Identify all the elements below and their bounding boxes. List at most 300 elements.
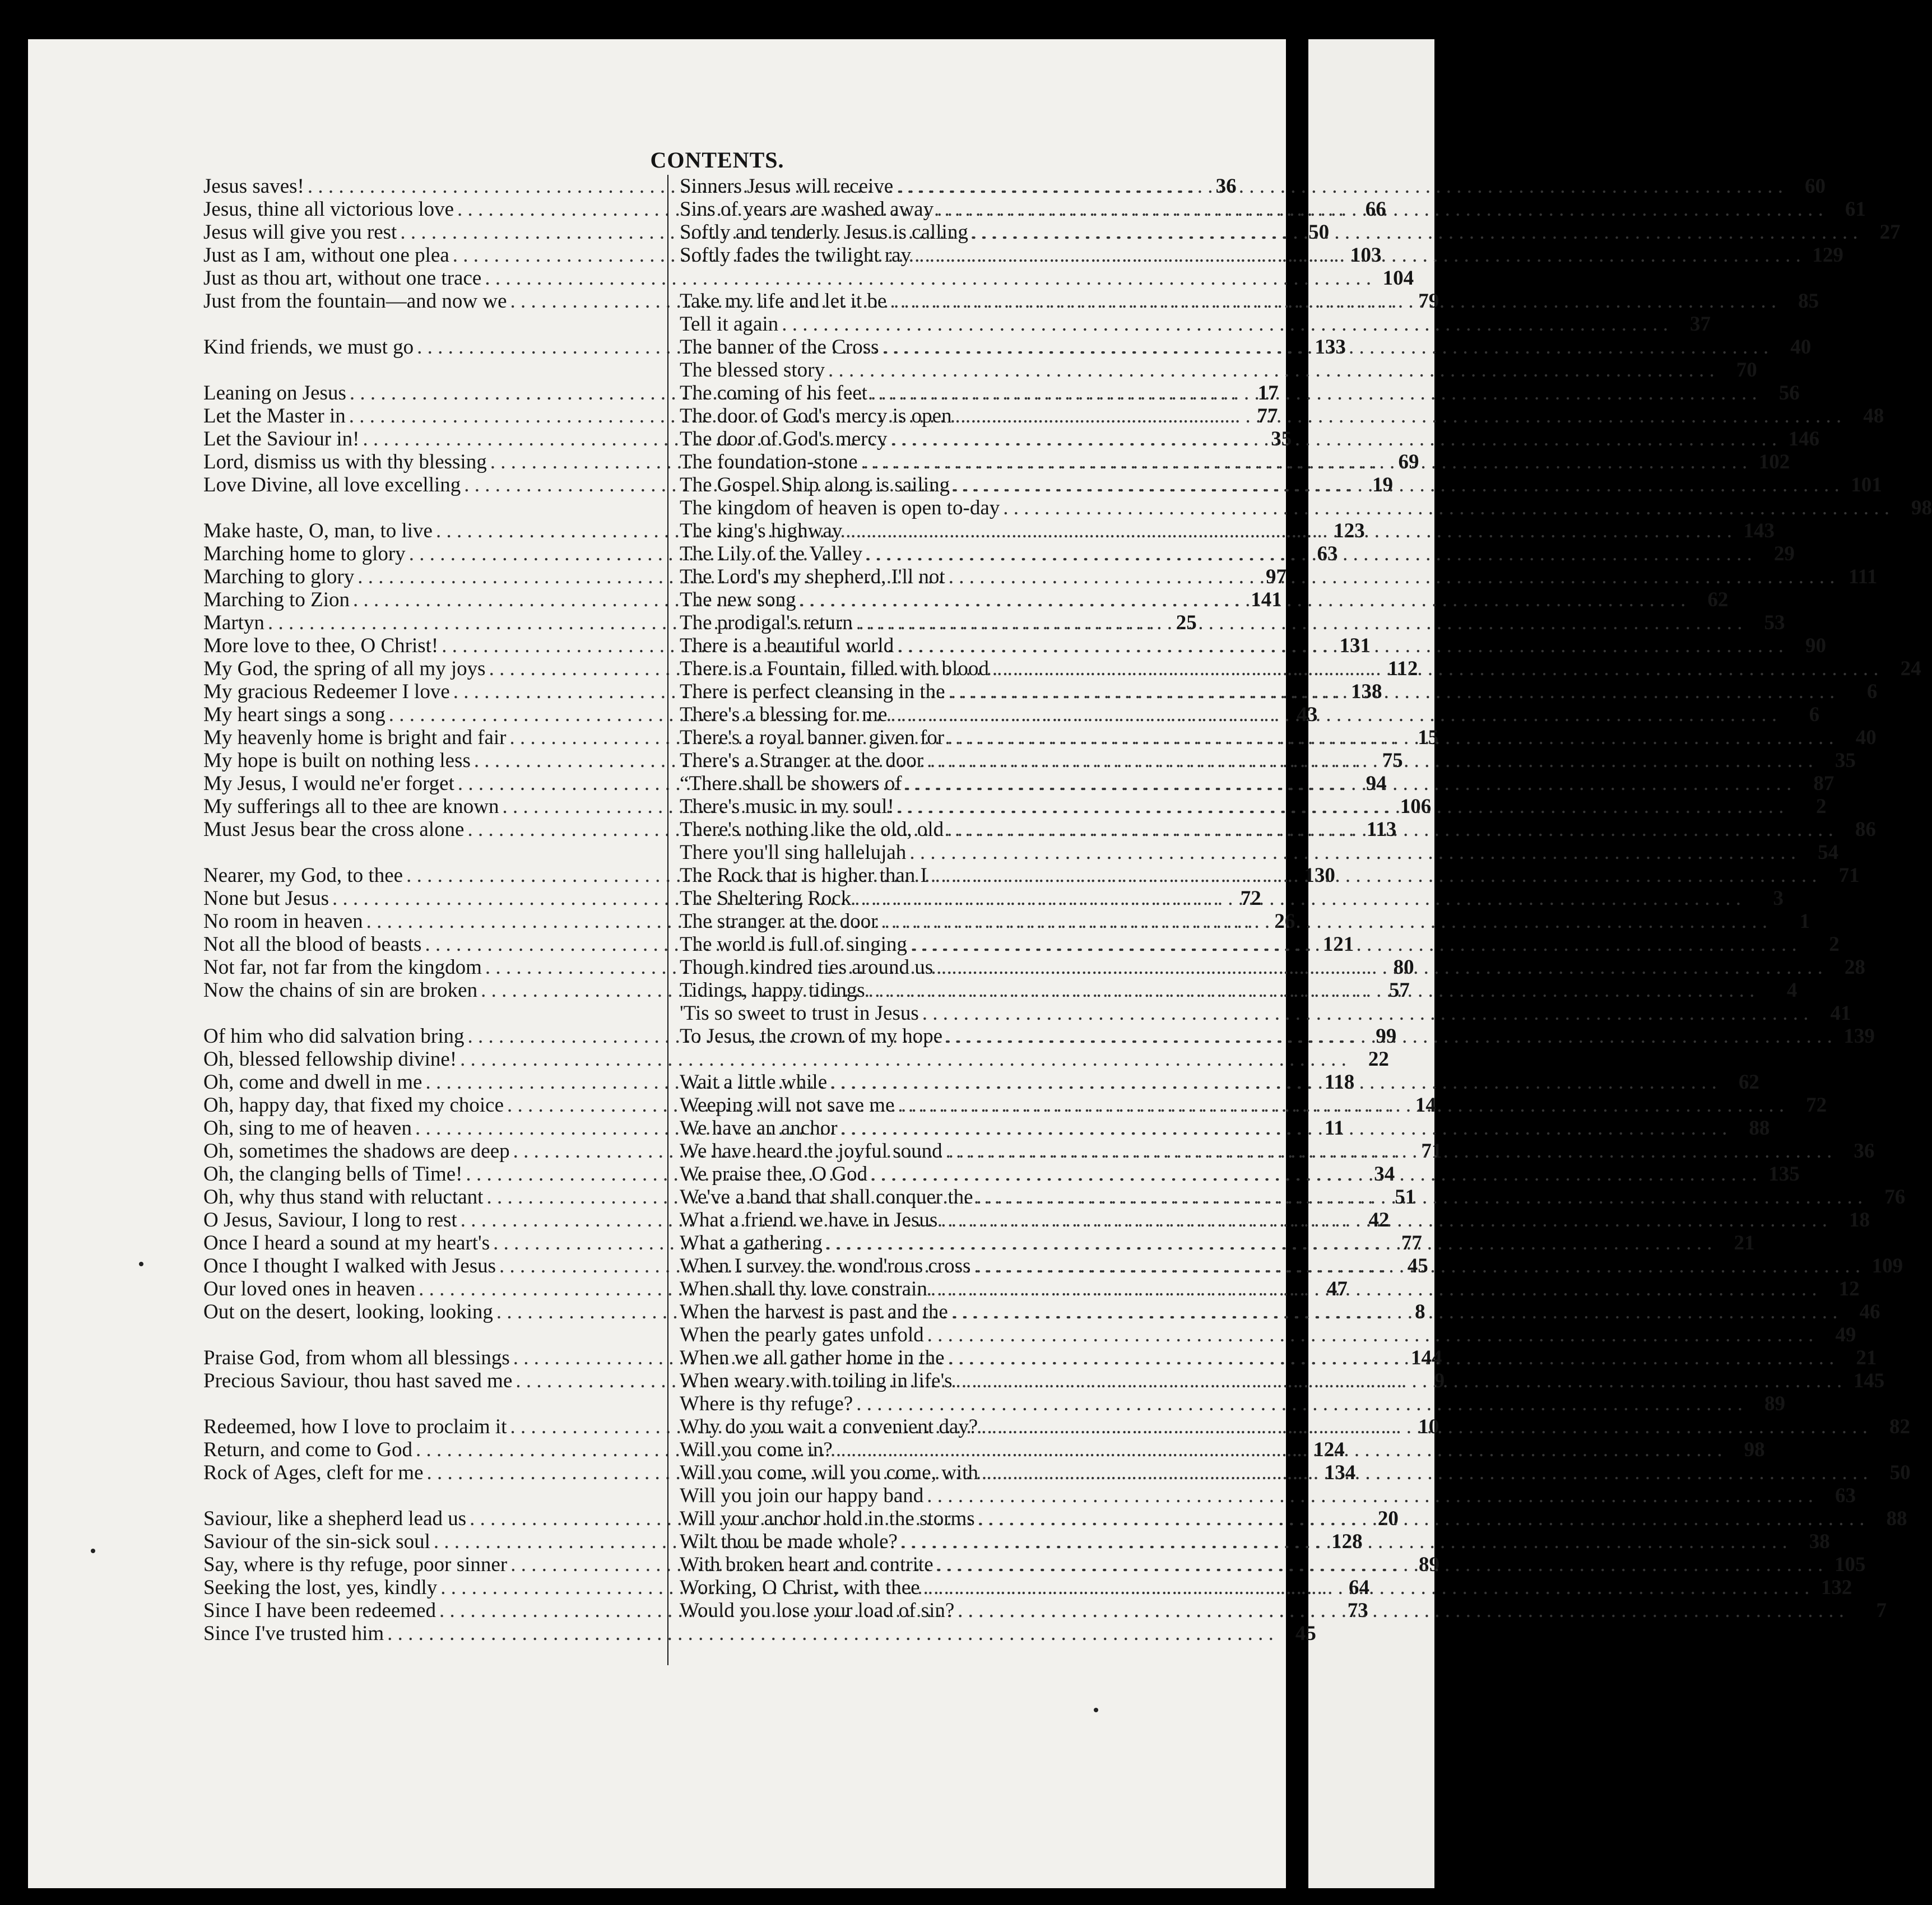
dot-leader bbox=[937, 198, 1823, 221]
entry-page-number: 87 bbox=[1813, 772, 1835, 795]
entry-page-number: 35 bbox=[1271, 428, 1292, 450]
contents-entry bbox=[680, 496, 1932, 519]
entry-page-number: 1 bbox=[1799, 910, 1810, 933]
entry-title: When shall thy love constrain bbox=[680, 1277, 927, 1300]
entry-title: The stranger at the door bbox=[680, 910, 878, 933]
entry-title: Leaning on Jesus bbox=[203, 382, 346, 405]
entry-title: There's a blessing for me bbox=[680, 703, 888, 726]
dot-leader bbox=[830, 1071, 1717, 1094]
entry-page-number: 34 bbox=[1374, 1163, 1395, 1186]
entry-page-number: 123 bbox=[1334, 519, 1365, 542]
dot-leader bbox=[956, 1369, 1842, 1392]
entry-page-number: 112 bbox=[1387, 657, 1418, 680]
entry-page-number: 17 bbox=[1257, 382, 1279, 405]
dot-leader bbox=[890, 703, 1777, 726]
entry-title: More love to thee, O Christ! bbox=[203, 634, 439, 657]
contents-entry bbox=[680, 1002, 1851, 1025]
entry-title: Kind friends, we must go bbox=[203, 336, 414, 359]
entry-page-number: 104 bbox=[1382, 267, 1414, 290]
dot-leader bbox=[883, 336, 1769, 359]
entry-title: My hope is built on nothing less bbox=[203, 749, 471, 772]
entry-page-number: 21 bbox=[1734, 1232, 1755, 1254]
entry-page-number: 20 bbox=[1377, 1507, 1399, 1530]
entry-title: We praise thee, O God bbox=[680, 1163, 868, 1186]
entry-page-number: 4 bbox=[1786, 979, 1798, 1002]
entry-page-number: 105 bbox=[1834, 1553, 1866, 1576]
entry-page-number: 128 bbox=[1331, 1530, 1363, 1553]
entry-title: None but Jesus bbox=[203, 887, 329, 910]
entry-page-number: 98 bbox=[1744, 1438, 1765, 1461]
scan-speck bbox=[139, 1262, 143, 1266]
contents-entry bbox=[680, 1323, 1856, 1346]
entry-title: My Jesus, I would ne'er forget bbox=[203, 772, 454, 795]
dot-leader bbox=[871, 1163, 1757, 1186]
entry-title: The banner of the Cross bbox=[680, 336, 879, 359]
entry-page-number: 106 bbox=[1400, 795, 1432, 818]
entry-title: Oh, sing to me of heaven bbox=[203, 1117, 412, 1140]
entry-page-number: 101 bbox=[1851, 473, 1882, 496]
entry-page-number: 77 bbox=[1257, 405, 1278, 428]
entry-title: Marching to glory bbox=[203, 565, 355, 588]
entry-title: Marching home to glory bbox=[203, 542, 406, 565]
entry-page-number: 69 bbox=[1398, 450, 1419, 473]
entry-title: Say, where is thy refuge, poor sinner bbox=[203, 1553, 508, 1576]
dot-leader bbox=[977, 1186, 1863, 1209]
entry-page-number: 29 bbox=[1773, 542, 1795, 565]
entry-title: Softly fades the twilight ray bbox=[680, 244, 912, 267]
dot-leader bbox=[948, 1346, 1835, 1369]
entry-title: Sins of years are washed away bbox=[680, 198, 934, 221]
entry-title: The prodigal's return bbox=[680, 611, 853, 634]
entry-page-number: 62 bbox=[1738, 1071, 1759, 1094]
contents-entry bbox=[680, 359, 1757, 382]
entry-page-number: 6 bbox=[1866, 680, 1878, 703]
entry-title: When we all gather home in the bbox=[680, 1346, 945, 1369]
entry-title: Will you come, will you come, with bbox=[680, 1461, 978, 1484]
entry-title: My heavenly home is bright and fair bbox=[203, 726, 507, 749]
entry-page-number: 8 bbox=[1415, 1300, 1425, 1323]
entry-title: Now the chains of sin are broken bbox=[203, 979, 478, 1002]
dot-leader bbox=[898, 795, 1784, 818]
entry-title: Let the Master in bbox=[203, 405, 346, 428]
entry-title: Just as thou art, without one trace bbox=[203, 267, 482, 290]
entry-page-number: 94 bbox=[1366, 772, 1387, 795]
entry-title: Just from the fountain—and now we bbox=[203, 290, 507, 313]
entry-title: Will you join our happy band bbox=[680, 1484, 924, 1507]
entry-title: Though kindred ties around us bbox=[680, 956, 934, 979]
entry-page-number: 124 bbox=[1313, 1438, 1345, 1461]
entry-title: What a gathering bbox=[680, 1232, 823, 1254]
entry-page-number: 71 bbox=[1838, 864, 1860, 887]
entry-title: Oh, why thus stand with reluctant bbox=[203, 1186, 484, 1209]
entry-page-number: 57 bbox=[1388, 979, 1410, 1002]
dot-leader bbox=[871, 382, 1757, 405]
entry-page-number: 21 bbox=[1856, 1346, 1877, 1369]
entry-page-number: 134 bbox=[1324, 1461, 1356, 1484]
entry-title: Martyn bbox=[203, 611, 264, 634]
entry-title: Oh, come and dwell in me bbox=[203, 1071, 422, 1094]
entry-title: Precious Saviour, thou hast saved me bbox=[203, 1369, 513, 1392]
dot-leader bbox=[866, 542, 1752, 565]
entry-page-number: 37 bbox=[1689, 313, 1711, 336]
entry-title: The Gospel Ship along is sailing bbox=[680, 473, 950, 496]
entry-page-number: 77 bbox=[1401, 1232, 1422, 1254]
dot-leader bbox=[856, 1392, 1743, 1415]
entry-title: Jesus will give you rest bbox=[203, 221, 397, 244]
entry-page-number: 12 bbox=[1838, 1277, 1860, 1300]
contents-entry bbox=[203, 267, 1414, 290]
entry-page-number: 73 bbox=[1347, 1599, 1368, 1622]
dot-leader bbox=[905, 772, 1792, 795]
contents-entry bbox=[203, 1048, 1389, 1071]
entry-page-number: 9 bbox=[1434, 1369, 1445, 1392]
entry-page-number: 133 bbox=[1315, 336, 1346, 359]
page-title: CONTENTS. bbox=[650, 147, 784, 173]
dot-leader bbox=[948, 726, 1834, 749]
entry-page-number: 70 bbox=[1736, 359, 1757, 382]
entry-title: Our loved ones in heaven bbox=[203, 1277, 416, 1300]
entry-title: Make haste, O, man, to live bbox=[203, 519, 433, 542]
entry-page-number: 60 bbox=[1804, 175, 1826, 198]
entry-page-number: 41 bbox=[1830, 1002, 1851, 1025]
entry-page-number: 146 bbox=[1788, 428, 1820, 450]
entry-page-number: 50 bbox=[1889, 1461, 1911, 1484]
entry-page-number: 2 bbox=[1816, 795, 1827, 818]
entry-title: Oh, the clanging bells of Time! bbox=[203, 1163, 463, 1186]
entry-title: Once I heard a sound at my heart's bbox=[203, 1232, 490, 1254]
entry-page-number: 131 bbox=[1339, 634, 1371, 657]
entry-title: My heart sings a song bbox=[203, 703, 386, 726]
dot-leader bbox=[953, 473, 1840, 496]
scan-speck bbox=[1094, 1708, 1098, 1712]
entry-page-number: 50 bbox=[1308, 221, 1330, 244]
entry-page-number: 141 bbox=[1251, 588, 1282, 611]
contents-entry bbox=[680, 1484, 1856, 1507]
dot-leader bbox=[972, 221, 1858, 244]
entry-title: Jesus saves! bbox=[203, 175, 304, 198]
entry-title: We have heard the joyful sound bbox=[680, 1140, 942, 1163]
entry-title: The Sheltering Rock bbox=[680, 887, 852, 910]
scan-speck bbox=[91, 1549, 95, 1553]
entry-title: Love Divine, all love excelling bbox=[203, 473, 461, 496]
dot-leader bbox=[890, 290, 1776, 313]
entry-page-number: 79 bbox=[1418, 290, 1439, 313]
entry-page-number: 18 bbox=[1849, 1209, 1870, 1232]
entry-page-number: 40 bbox=[1855, 726, 1877, 749]
entry-page-number: 53 bbox=[1764, 611, 1785, 634]
entry-page-number: 28 bbox=[1844, 956, 1865, 979]
entry-title: With broken heart and contrite bbox=[680, 1553, 934, 1576]
entry-title: Would you lose your load of sin? bbox=[680, 1599, 955, 1622]
entry-page-number: 62 bbox=[1707, 588, 1729, 611]
entry-title: Softly and tenderly Jesus is calling bbox=[680, 221, 968, 244]
entry-page-number: 14 bbox=[1415, 1094, 1436, 1117]
entry-title: Rock of Ages, cleft for me bbox=[203, 1461, 424, 1484]
entry-title: Tell it again bbox=[680, 313, 779, 336]
contents-entry bbox=[680, 841, 1839, 864]
entry-title: The Lord's my shepherd, I'll not bbox=[680, 565, 945, 588]
dot-leader bbox=[936, 956, 1823, 979]
entry-title: Oh, sometimes the shadows are deep bbox=[203, 1140, 510, 1163]
entry-title: Marching to Zion bbox=[203, 588, 350, 611]
entry-page-number: 109 bbox=[1871, 1254, 1903, 1277]
entry-title: Lord, dismiss us with thy blessing bbox=[203, 450, 487, 473]
entry-page-number: 45 bbox=[1295, 1622, 1316, 1645]
entry-page-number: 71 bbox=[1421, 1140, 1442, 1163]
entry-page-number: 72 bbox=[1806, 1094, 1827, 1117]
entry-title: Tidings, happy tidings bbox=[680, 979, 865, 1002]
entry-title: Saviour, like a shepherd lead us bbox=[203, 1507, 467, 1530]
entry-page-number: 56 bbox=[1778, 382, 1800, 405]
entry-page-number: 139 bbox=[1843, 1025, 1875, 1048]
entry-page-number: 51 bbox=[1395, 1186, 1416, 1209]
entry-title: We've a band that shall conquer the bbox=[680, 1186, 973, 1209]
entry-page-number: 10 bbox=[1418, 1415, 1439, 1438]
entry-page-number: 98 bbox=[1911, 496, 1932, 519]
entry-page-number: 66 bbox=[1365, 198, 1386, 221]
entry-page-number: 130 bbox=[1304, 864, 1335, 887]
dot-leader bbox=[958, 1599, 1844, 1622]
dot-leader bbox=[927, 749, 1813, 772]
entry-title: The Lily of the Valley bbox=[680, 542, 863, 565]
entry-title: There is perfect cleansing in the bbox=[680, 680, 945, 703]
entry-title: No room in heaven bbox=[203, 910, 363, 933]
entry-title: There's music in my soul! bbox=[680, 795, 894, 818]
dot-leader bbox=[949, 680, 1835, 703]
dot-leader bbox=[846, 519, 1732, 542]
entry-page-number: 90 bbox=[1805, 634, 1826, 657]
entry-title: Seeking the lost, yes, kindly bbox=[203, 1576, 438, 1599]
dot-leader bbox=[861, 450, 1748, 473]
entry-title: O Jesus, Saviour, I long to rest bbox=[203, 1209, 457, 1232]
entry-page-number: 76 bbox=[1884, 1186, 1906, 1209]
entry-page-number: 118 bbox=[1324, 1071, 1355, 1094]
entry-page-number: 80 bbox=[1393, 956, 1414, 979]
dot-leader bbox=[923, 1576, 1810, 1599]
entry-title: There is a Fountain, filled with blood bbox=[680, 657, 989, 680]
entry-page-number: 6 bbox=[1809, 703, 1820, 726]
dot-leader bbox=[1003, 496, 1889, 519]
dot-leader bbox=[826, 1232, 1712, 1254]
dot-leader bbox=[974, 1254, 1860, 1277]
entry-title: Working, O Christ, with thee bbox=[680, 1576, 920, 1599]
entry-page-number: 135 bbox=[1768, 1163, 1800, 1186]
dot-leader bbox=[800, 588, 1686, 611]
column-divider bbox=[667, 175, 668, 1665]
entry-page-number: 89 bbox=[1418, 1553, 1439, 1576]
dot-leader bbox=[951, 1300, 1838, 1323]
entry-page-number: 61 bbox=[1845, 198, 1866, 221]
entry-page-number: 11 bbox=[1324, 1117, 1344, 1140]
entry-page-number: 26 bbox=[1274, 910, 1295, 933]
entry-page-number: 54 bbox=[1818, 841, 1839, 864]
dot-leader bbox=[922, 1002, 1809, 1025]
entry-title: Not far, not far from the kingdom bbox=[203, 956, 482, 979]
entry-title: Take my life and let it be bbox=[680, 290, 887, 313]
dot-leader bbox=[782, 313, 1668, 336]
entry-title: When I survey the wond'rous cross bbox=[680, 1254, 971, 1277]
entry-page-number: 36 bbox=[1854, 1140, 1875, 1163]
entry-page-number: 15 bbox=[1418, 726, 1439, 749]
entry-title: Jesus, thine all victorious love bbox=[203, 198, 454, 221]
entry-page-number: 82 bbox=[1889, 1415, 1910, 1438]
entry-page-number: 132 bbox=[1820, 1576, 1852, 1599]
entry-title: Just as I am, without one plea bbox=[203, 244, 449, 267]
entry-page-number: 25 bbox=[1176, 611, 1197, 634]
entry-title: There's a royal banner given for bbox=[680, 726, 945, 749]
dot-leader bbox=[911, 933, 1797, 956]
entry-title: Once I thought I walked with Jesus bbox=[203, 1254, 496, 1277]
entry-title: Where is thy refuge? bbox=[680, 1392, 853, 1415]
dot-leader bbox=[897, 175, 1783, 198]
entry-title: Oh, blessed fellowship divine! bbox=[203, 1048, 457, 1071]
entry-page-number: 143 bbox=[1743, 519, 1775, 542]
entry-title: The foundation-stone bbox=[680, 450, 858, 473]
entry-title: We have an anchor bbox=[680, 1117, 838, 1140]
entry-title: Must Jesus bear the cross alone bbox=[203, 818, 465, 841]
dot-leader bbox=[931, 864, 1817, 887]
dot-leader bbox=[992, 657, 1879, 680]
entry-page-number: 121 bbox=[1322, 933, 1354, 956]
entry-page-number: 89 bbox=[1764, 1392, 1785, 1415]
dot-leader bbox=[901, 1530, 1787, 1553]
dot-leader bbox=[841, 1117, 1727, 1140]
contents-entry bbox=[680, 1300, 1880, 1323]
entry-title: Out on the desert, looking, looking bbox=[203, 1300, 493, 1323]
entry-page-number: 88 bbox=[1886, 1507, 1907, 1530]
entry-page-number: 63 bbox=[1317, 542, 1338, 565]
entry-page-number: 19 bbox=[1372, 473, 1394, 496]
entry-title: There's nothing like the old, old bbox=[680, 818, 944, 841]
entry-page-number: 103 bbox=[1350, 244, 1382, 267]
entry-title: When weary with toiling in life's bbox=[680, 1369, 953, 1392]
entry-page-number: 24 bbox=[1900, 657, 1921, 680]
dot-leader bbox=[898, 1094, 1784, 1117]
entry-title: There you'll sing hallelujah bbox=[680, 841, 907, 864]
dot-leader bbox=[941, 1209, 1827, 1232]
entry-title: The coming of his feet bbox=[680, 382, 867, 405]
entry-title: There's a Stranger at the door bbox=[680, 749, 924, 772]
entry-page-number: 7 bbox=[1876, 1599, 1887, 1622]
contents-entry bbox=[203, 1622, 1316, 1645]
entry-title: The kingdom of heaven is open to-day bbox=[680, 496, 1000, 519]
dot-leader bbox=[909, 841, 1796, 864]
dot-leader bbox=[828, 359, 1715, 382]
entry-page-number: 35 bbox=[1835, 749, 1856, 772]
contents-entry bbox=[680, 313, 1711, 336]
entry-title: My sufferings all to thee are known bbox=[203, 795, 499, 818]
dot-leader bbox=[978, 1507, 1865, 1530]
dot-leader bbox=[927, 1484, 1813, 1507]
dot-leader bbox=[946, 1140, 1832, 1163]
dot-leader bbox=[982, 1461, 1868, 1484]
entry-title: Since I have been redeemed bbox=[203, 1599, 436, 1622]
entry-title: “There shall be showers of bbox=[680, 772, 902, 795]
dot-leader bbox=[947, 818, 1833, 841]
dot-leader bbox=[836, 1438, 1722, 1461]
entry-page-number: 2 bbox=[1829, 933, 1840, 956]
entry-page-number: 99 bbox=[1376, 1025, 1397, 1048]
entry-page-number: 38 bbox=[1809, 1530, 1830, 1553]
entry-page-number: 22 bbox=[1368, 1048, 1389, 1071]
contents-entry bbox=[680, 1392, 1785, 1415]
entry-title: The door of God's mercy bbox=[680, 428, 888, 450]
entry-title: When the harvest is past and the bbox=[680, 1300, 948, 1323]
entry-page-number: 36 bbox=[1215, 175, 1237, 198]
dot-leader bbox=[897, 634, 1784, 657]
entry-page-number: 144 bbox=[1410, 1346, 1442, 1369]
dot-leader bbox=[946, 1025, 1832, 1048]
entry-title: The blessed story bbox=[680, 359, 825, 382]
dot-leader bbox=[881, 910, 1767, 933]
entry-page-number: 42 bbox=[1368, 1209, 1390, 1232]
dot-leader bbox=[869, 979, 1755, 1002]
entry-page-number: 47 bbox=[1326, 1277, 1348, 1300]
entry-title: My God, the spring of all my joys bbox=[203, 657, 486, 680]
entry-page-number: 111 bbox=[1849, 565, 1878, 588]
contents-entry bbox=[680, 1369, 1885, 1392]
entry-title: 'Tis so sweet to trust in Jesus bbox=[680, 1002, 919, 1025]
entry-title: Will you come in? bbox=[680, 1438, 833, 1461]
entry-title: Wilt thou be made whole? bbox=[680, 1530, 898, 1553]
dot-leader bbox=[856, 611, 1743, 634]
entry-page-number: 129 bbox=[1812, 244, 1843, 267]
entry-title: Nearer, my God, to thee bbox=[203, 864, 403, 887]
entry-title: Of him who did salvation bring bbox=[203, 1025, 465, 1048]
entry-page-number: 86 bbox=[1855, 818, 1876, 841]
entry-title: When the pearly gates unfold bbox=[680, 1323, 924, 1346]
entry-page-number: 3 bbox=[1773, 887, 1784, 910]
entry-page-number: 63 bbox=[1835, 1484, 1856, 1507]
dot-leader bbox=[955, 405, 1842, 428]
entry-page-number: 46 bbox=[1859, 1300, 1880, 1323]
entry-title: The door of God's mercy is open bbox=[680, 405, 952, 428]
dot-leader bbox=[931, 1277, 1817, 1300]
entry-page-number: 64 bbox=[1349, 1576, 1369, 1599]
entry-page-number: 48 bbox=[1863, 405, 1884, 428]
entry-title: Oh, happy day, that fixed my choice bbox=[203, 1094, 504, 1117]
entry-page-number: 43 bbox=[1297, 703, 1318, 726]
dot-leader bbox=[890, 428, 1777, 450]
dot-leader bbox=[914, 244, 1801, 267]
entry-page-number: 72 bbox=[1240, 887, 1261, 910]
entry-title: Weeping will not save me bbox=[680, 1094, 895, 1117]
entry-page-number: 138 bbox=[1351, 680, 1382, 703]
entry-title: The Rock that is higher than I bbox=[680, 864, 927, 887]
entry-page-number: 113 bbox=[1366, 818, 1397, 841]
entry-title: To Jesus, the crown of my hope bbox=[680, 1025, 943, 1048]
entry-page-number: 45 bbox=[1407, 1254, 1428, 1277]
entry-page-number: 85 bbox=[1798, 290, 1819, 313]
entry-page-number: 102 bbox=[1758, 450, 1790, 473]
entry-title: The world is full of singing bbox=[680, 933, 907, 956]
dot-leader bbox=[854, 887, 1741, 910]
entry-title: Redeemed, how I love to proclaim it bbox=[203, 1415, 507, 1438]
entry-title: The new song bbox=[680, 588, 796, 611]
entry-title: Let the Saviour in! bbox=[203, 428, 360, 450]
entry-page-number: 145 bbox=[1853, 1369, 1885, 1392]
entry-title: Will your anchor hold in the storms bbox=[680, 1507, 975, 1530]
entry-page-number: 27 bbox=[1879, 221, 1901, 244]
entry-page-number: 49 bbox=[1835, 1323, 1856, 1346]
dot-leader bbox=[949, 565, 1835, 588]
entry-title: Not all the blood of beasts bbox=[203, 933, 422, 956]
entry-title: Why do you wait a convenient day? bbox=[680, 1415, 978, 1438]
entry-page-number: 97 bbox=[1265, 565, 1287, 588]
entry-title: Wait a little while bbox=[680, 1071, 828, 1094]
entry-title: Saviour of the sin-sick soul bbox=[203, 1530, 430, 1553]
dot-leader bbox=[937, 1553, 1823, 1576]
